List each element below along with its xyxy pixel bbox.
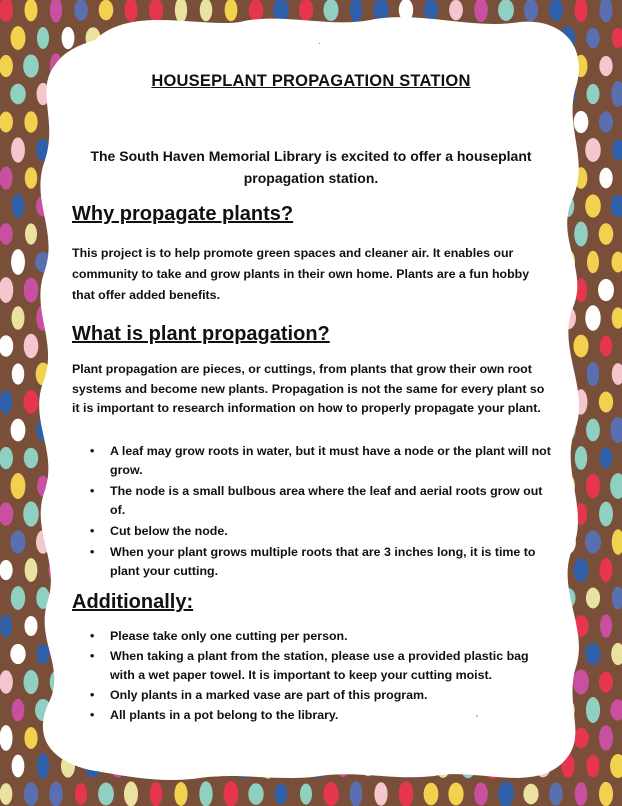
list-item: • Cut below the node. (72, 522, 552, 541)
page-title: HOUSEPLANT PROPAGATION STATION (151, 72, 471, 90)
speck-mark: · (318, 38, 322, 49)
why-propagate-paragraph: This project is to help promote green spaces and cleaner air. It enables our community to take and grow plants in their own home. Plants are a fun hobby that offer added benefits. (72, 246, 530, 302)
propagation-bullet-list (72, 442, 552, 581)
bullet-glyph: • (90, 688, 95, 702)
list-item: • The node is a small bulbous area where the leaf and aerial roots grow out of. (90, 484, 543, 517)
bullet-glyph: • (90, 444, 95, 458)
bullet-glyph: • (90, 708, 95, 722)
heading-additionally: Additionally: (72, 591, 194, 613)
speck-mark: ' (476, 714, 478, 725)
list-item: • Please take only one cutting per person. (72, 627, 552, 646)
bullet-glyph: • (90, 484, 95, 498)
list-item: • Only plants in a marked vase are part of this program. (72, 686, 552, 705)
heading-why-propagate: Why propagate plants? (72, 203, 294, 225)
bullet-glyph: • (90, 629, 95, 643)
heading-what-is-propagation: What is plant propagation? (72, 323, 330, 345)
intro-text: The South Haven Memorial Library is excited to offer a houseplant propagation station. (90, 148, 532, 186)
bullet-glyph: • (90, 545, 95, 559)
list-item: • All plants in a pot belong to the library. (72, 706, 552, 725)
additionally-bullet-list (72, 627, 552, 725)
list-item: • When your plant grows multiple roots that are 3 inches long, it is time to plant your cutting. (90, 545, 536, 578)
bullet-glyph: • (90, 524, 95, 538)
list-item: • A leaf may grow roots in water, but it must have a node or the plant will not grow. (90, 444, 551, 477)
what-is-propagation-paragraph: Plant propagation are pieces, or cuttings, from plants that grow their own root systems and become new plants. Propagation is not the same for every plant so it is important to research information on how to properly propagate your plant. (72, 362, 545, 415)
list-item: • When taking a plant from the station, please use a provided plastic bag with a wet paper towel. It is important to keep your cutting moist. (90, 649, 529, 682)
bullet-glyph: • (90, 649, 95, 663)
